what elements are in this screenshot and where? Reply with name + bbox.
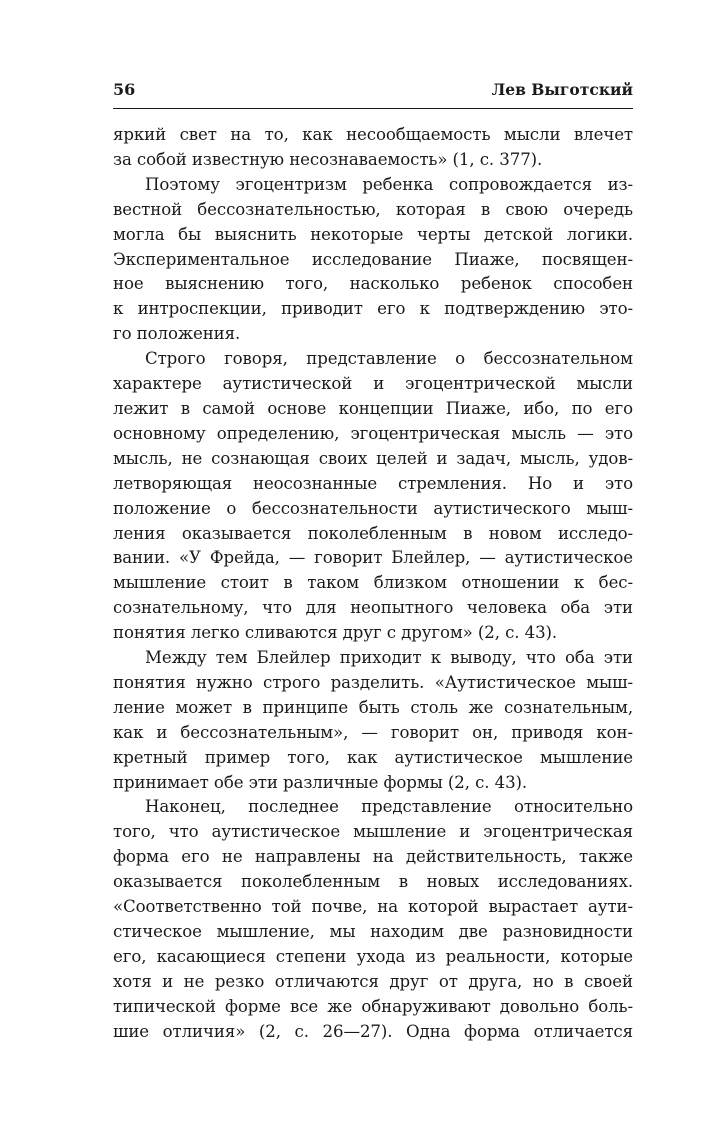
text-line: типической форме все же обнаруживают довольно боль-	[113, 996, 633, 1016]
text-line: сознательному, что для неопытного человека оба эти	[113, 598, 633, 618]
text-line: его, касающиеся степени ухода из реальности, которые	[113, 946, 633, 966]
text-line: к интроспекции, приводит его к подтверждению это-	[113, 299, 633, 319]
text-line: мысль, не сознающая своих целей и задач, мысль, удов-	[113, 448, 633, 468]
text-line: оказывается поколебленным в новых исследованиях.	[113, 872, 633, 892]
text-line: ное выяснению того, насколько ребенок способен	[113, 274, 633, 294]
text-line: за собой известную несознаваемость» (1, с. 377).	[113, 149, 543, 169]
text-line: стическое мышление, мы находим две разновидности	[113, 922, 633, 941]
text-line: могла бы выяснить некоторые черты детской логики.	[113, 224, 633, 244]
text-line: ление может в принципе быть столь же сознательным,	[113, 697, 633, 717]
book-page	[113, 80, 633, 1045]
text-line: мышление стоит в таком близком отношении к бес-	[113, 573, 633, 593]
text-line: понятия легко сливаются друг с другом» (2, с. 43).	[113, 623, 558, 643]
text-line: положение о бессознательности аутистического мыш-	[113, 498, 633, 518]
text-line: яркий свет на то, как несообщаемость мысли влечет	[113, 125, 633, 144]
text-line: лежит в самой основе концепции Пиаже, ибо, по его	[113, 398, 633, 418]
page-number: 56	[113, 80, 136, 99]
text-line: Поэтому эгоцентризм ребенка сопровождается из-	[145, 174, 633, 194]
text-line: форма его не направлены на действительность, также	[113, 847, 633, 867]
text-line: хотя и не резко отличаются друг от друга, но в своей	[113, 971, 633, 991]
running-head	[113, 80, 633, 106]
text-line: принимает обе эти различные формы (2, с. 43).	[113, 772, 528, 792]
text-line: летворяющая неосознанные стремления. Но и это	[113, 473, 633, 493]
text-line: того, что аутистическое мышление и эгоцентрическая	[113, 822, 633, 842]
text-line: Наконец, последнее представление относительно	[145, 797, 633, 817]
body-text	[113, 123, 633, 1045]
text-line: характере аутистической и эгоцентрической мысли	[113, 374, 633, 394]
text-line: шие отличия» (2, с. 26—27). Одна форма отличается	[113, 1021, 633, 1041]
text-line: вестной бессознательностью, которая в свою очередь	[113, 199, 633, 219]
text-line: как и бессознательным», — говорит он, приводя кон-	[113, 722, 633, 742]
text-line: ления оказывается поколебленным в новом исследо-	[113, 523, 633, 543]
text-line: Экспериментальное исследование Пиаже, посвящен-	[113, 249, 633, 269]
text-line: понятия нужно строго разделить. «Аутистическое мыш-	[113, 672, 633, 692]
running-head-author: Лев Выготский	[491, 80, 633, 99]
text-line: Между тем Блейлер приходит к выводу, что оба эти	[145, 648, 633, 668]
text-line: основному определению, эгоцентрическая мысль — это	[113, 423, 633, 443]
text-line: го положения.	[113, 324, 241, 344]
text-line: Строго говоря, представление о бессознательном	[145, 349, 633, 369]
text-line: вании. «У Фрейда, — говорит Блейлер, — аутистическое	[113, 548, 633, 568]
header-rule	[113, 108, 633, 109]
text-line: кретный пример того, как аутистическое мышление	[113, 747, 633, 767]
text-line: «Соответственно той почве, на которой вырастает аути-	[113, 897, 633, 917]
